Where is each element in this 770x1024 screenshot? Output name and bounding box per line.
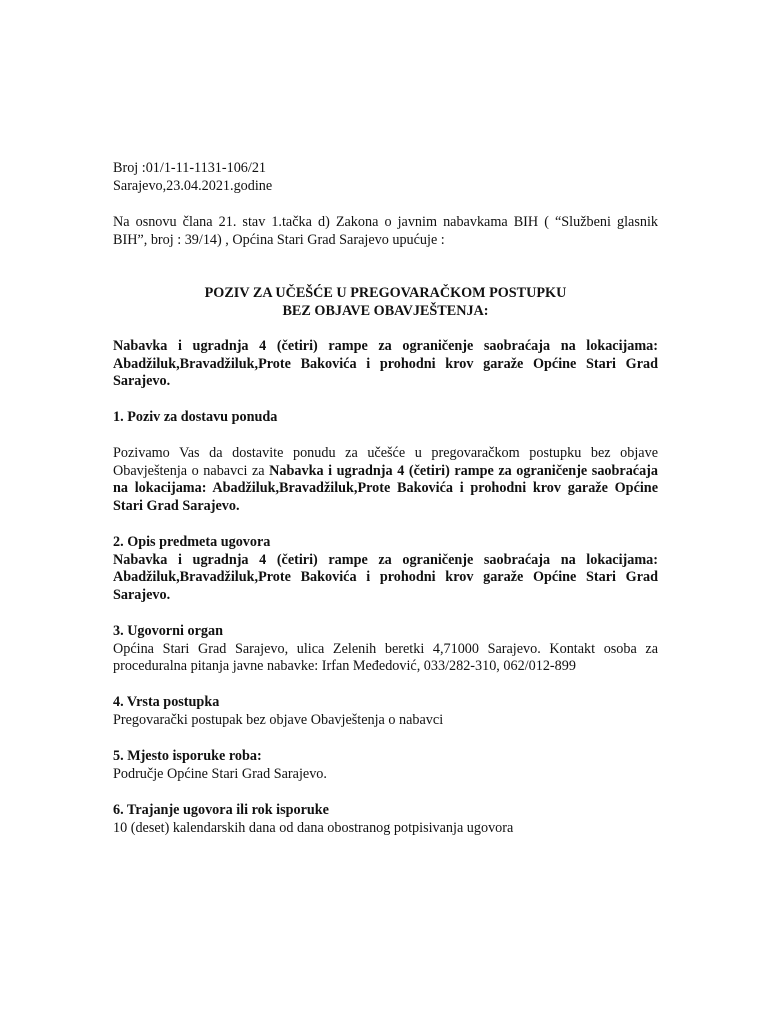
section-6-heading: 6. Trajanje ugovora ili rok isporuke [113,802,329,818]
reference-number: Broj :01/1-11-1131-106/21 [113,160,267,176]
section-2 [113,534,658,604]
section-4-heading: 4. Vrsta postupka [113,694,220,710]
section-2-heading: 2. Opis predmeta ugovora [113,534,271,550]
section-1-text: Pozivamo Vas da dostavite ponudu za učešće u pregovaračkom postupku bez objave Obavještenja o nabavci za [113,445,658,479]
section-4-text: Pregovarački postupak bez objave Obavještenja o nabavci [113,711,444,728]
document-title [113,285,658,320]
section-3 [113,623,658,676]
section-2-text: Nabavka i ugradnja 4 (četiri) rampe za ograničenje saobraćaja na lokacijama: Abadžiluk,Bravadžiluk,Prote Bakovića i prohodni krov garaže Općine Stari Grad Sarajevo. [113,551,658,603]
title-line-2: BEZ OBJAVE OBAVJEŠTENJA: [282,302,489,319]
section-1-body [113,445,658,515]
section-4 [113,694,658,729]
section-3-heading: 3. Ugovorni organ [113,623,223,639]
document-date: Sarajevo,23.04.2021.godine [113,177,273,194]
title-line-1: POZIV ZA UČEŠĆE U PREGOVARAČKOM POSTUPKU [204,285,567,301]
section-1-heading: 1. Poziv za dostavu ponuda [113,409,278,425]
section-5-heading: 5. Mjesto isporuke roba: [113,748,262,764]
section-5-text: Područje Općine Stari Grad Sarajevo. [113,765,327,782]
intro-paragraph: Na osnovu člana 21. stav 1.tačka d) Zakona o javnim nabavkama BIH ( “Službeni glasnik BIH”, broj : 39/14) , Općina Stari Grad Sarajevo upućuje : [113,214,658,248]
section-1-bold-text: Nabavka i ugradnja 4 (četiri) rampe za ograničenje saobraćaja na lokacijama: Abadžiluk,Bravadžiluk,Prote Bakovića i prohodni krov garaže Općine Stari Grad Sarajevo. [113,462,658,514]
section-1 [113,409,658,427]
section-3-text: Općina Stari Grad Sarajevo, ulica Zelenih beretki 4,71000 Sarajevo. Kontakt osoba za proceduralna pitanja javne nabavke: Irfan Međedović, 033/282-310, 062/012-899 [113,640,658,674]
section-6 [113,802,658,837]
procurement-subject: Nabavka i ugradnja 4 (četiri) rampe za ograničenje saobraćaja na lokacijama: Abadžiluk,Bravadžiluk,Prote Bakovića i prohodni krov garaže Općine Stari Grad Sarajevo. [113,338,658,389]
section-6-text: 10 (deset) kalendarskih dana od dana obostranog potpisivanja ugovora [113,819,514,836]
section-5 [113,748,658,783]
reference-header [113,160,658,195]
